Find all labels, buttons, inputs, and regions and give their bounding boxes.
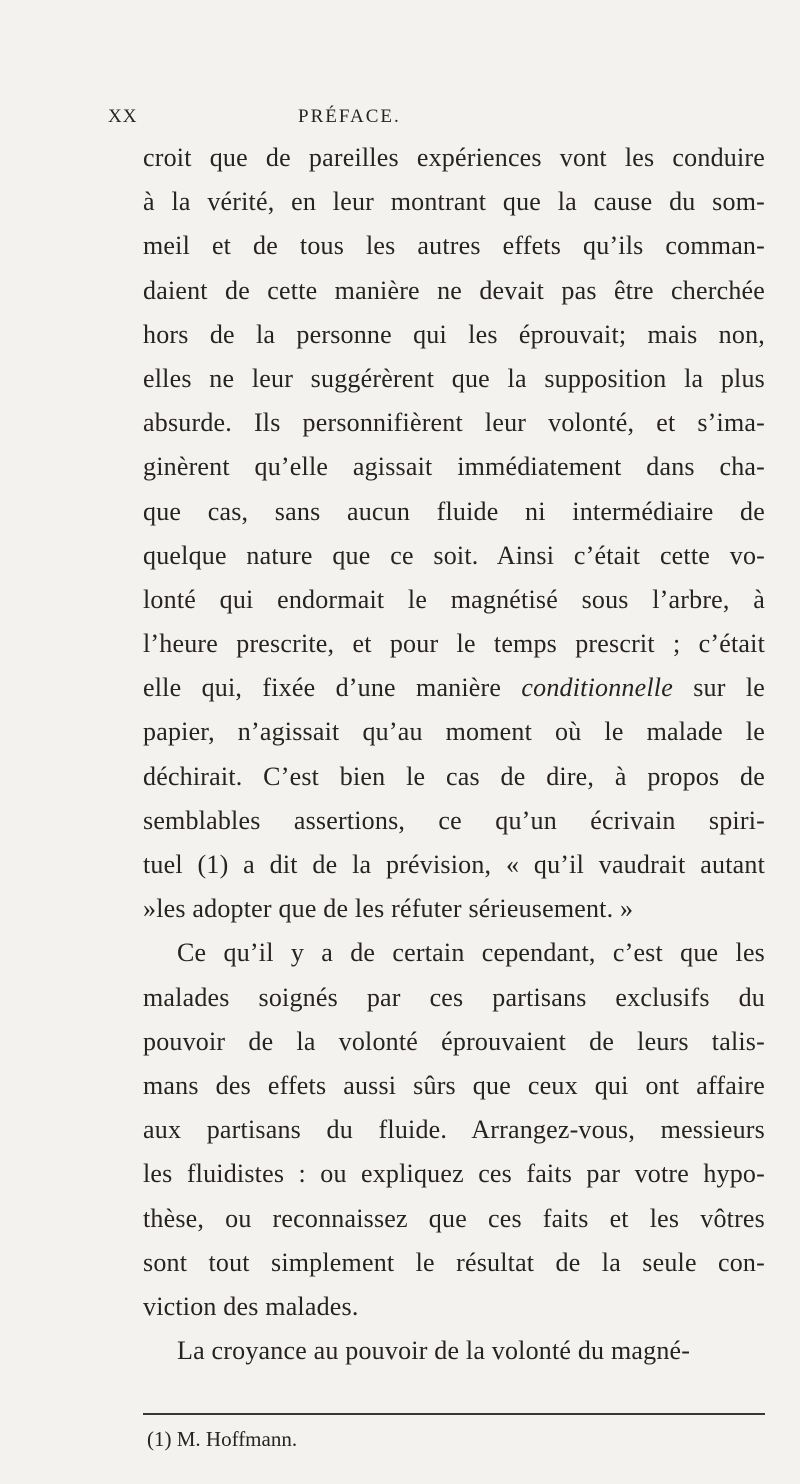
text-line: hors de la personne qui les éprouvait; mais non, xyxy=(143,319,765,349)
text-line: malades soignés par ces partisans exclusifs du xyxy=(143,982,765,1012)
page-number: XX xyxy=(108,106,138,127)
text-line: que cas, sans aucun fluide ni intermédiaire de xyxy=(143,496,765,526)
text-line: viction des malades. xyxy=(143,1291,359,1321)
text-line: déchirait. C’est bien le cas de dire, à propos de xyxy=(143,761,765,791)
text-line: à la vérité, en leur montrant que la cause du som- xyxy=(143,187,765,217)
running-title: PRÉFACE. xyxy=(298,106,401,127)
text-segment: sur le xyxy=(693,673,766,703)
text-line: pouvoir de la volonté éprouvaient de leurs talis- xyxy=(143,1026,765,1056)
text-line: mans des effets aussi sûrs que ceux qui ont affaire xyxy=(143,1070,765,1100)
body-text xyxy=(143,136,765,1373)
text-segment: elle qui, fixée d’une manière xyxy=(143,673,502,703)
text-line-with-italic xyxy=(143,666,765,710)
text-line: »les adopter que de les réfuter sérieusement. » xyxy=(143,894,634,924)
paragraph-first-line: Ce qu’il y a de certain cependant, c’est que les xyxy=(177,938,765,968)
text-line: ginèrent qu’elle agissait immédiatement dans cha- xyxy=(143,452,765,482)
text-line: sont tout simplement le résultat de la seule con- xyxy=(143,1247,765,1277)
text-line: daient de cette manière ne devait pas être cherchée xyxy=(143,275,765,305)
text-line: tuel (1) a dit de la prévision, « qu’il vaudrait autant xyxy=(143,850,765,879)
text-line: l’heure prescrite, et pour le temps prescrit ; c’était xyxy=(143,629,765,659)
text-line: meil et de tous les autres effets qu’ils comman- xyxy=(143,231,765,261)
text-line: papier, n’agissait qu’au moment où le malade le xyxy=(143,717,765,747)
running-head xyxy=(108,106,708,136)
text-line: semblables assertions, ce qu’un écrivain spiri- xyxy=(143,805,765,835)
text-line: lonté qui endormait le magnétisé sous l’arbre, à xyxy=(143,584,765,614)
text-line: thèse, ou reconnaissez que ces faits et les vôtres xyxy=(143,1203,765,1233)
text-line: quelque nature que ce soit. Ainsi c’était cette vo- xyxy=(143,540,765,570)
italic-word: conditionnelle xyxy=(521,673,673,703)
text-line: les fluidistes : ou expliquez ces faits par votre hypo- xyxy=(143,1159,765,1189)
text-line: absurde. Ils personnifièrent leur volonté, et s’ima- xyxy=(143,408,765,438)
text-line: croit que de pareilles expériences vont les conduire xyxy=(143,143,765,172)
footnote: (1) M. Hoffmann. xyxy=(147,1427,298,1451)
text-line: aux partisans du fluide. Arrangez-vous, messieurs xyxy=(143,1115,765,1145)
paragraph-first-line: La croyance au pouvoir de la volonté du magné- xyxy=(177,1336,691,1366)
text-line: elles ne leur suggérèrent que la supposition la plus xyxy=(143,363,765,393)
footnote-divider xyxy=(143,1413,765,1415)
